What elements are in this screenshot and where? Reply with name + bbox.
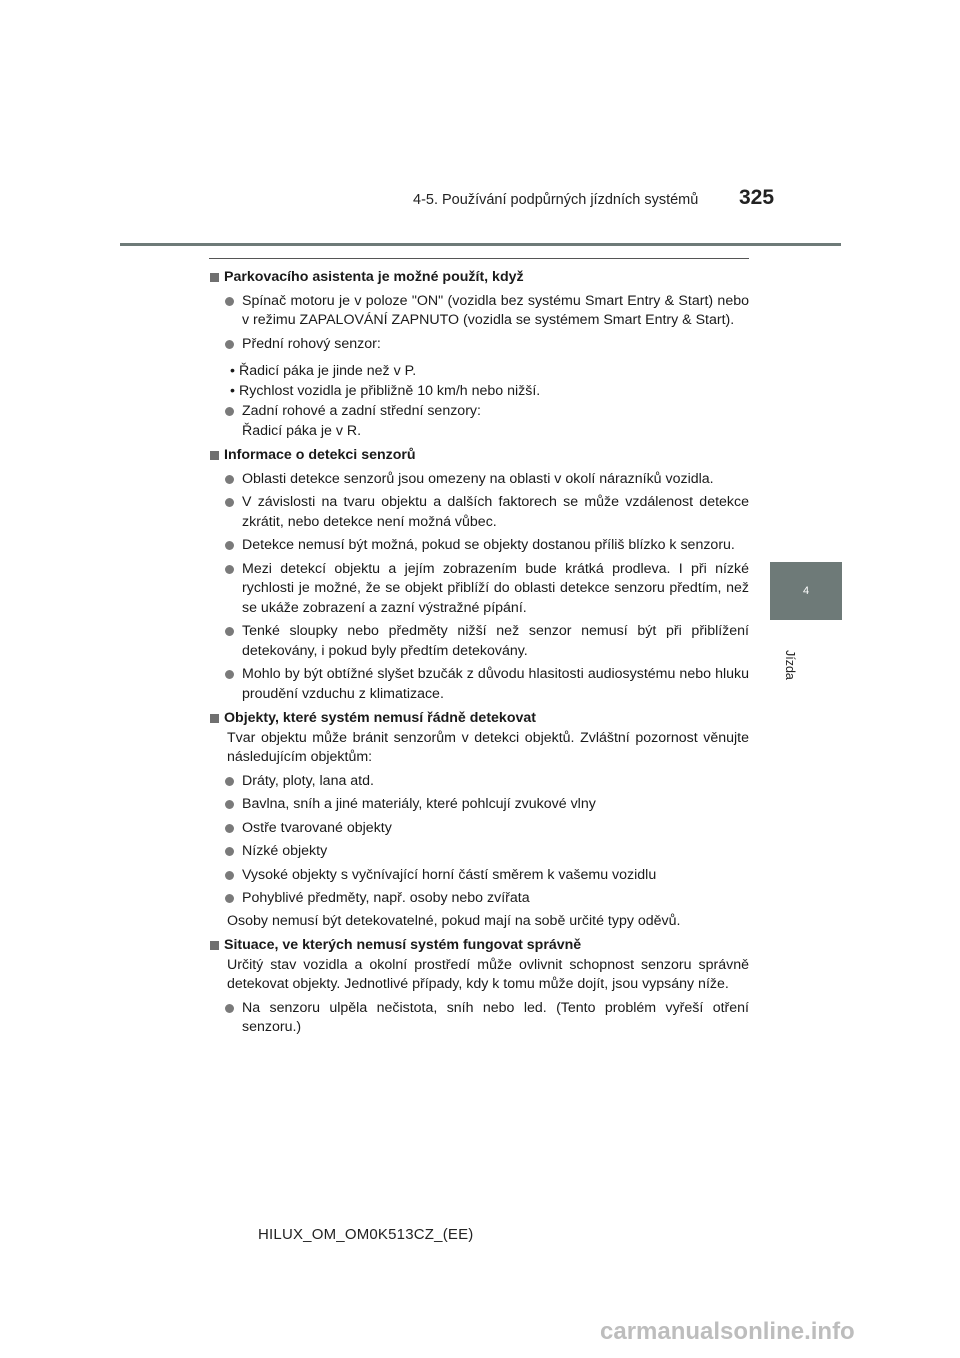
list-item: Přední rohový senzor: (209, 335, 749, 355)
list-item: Zadní rohové a zadní střední senzory: Řadicí páka je v R. (209, 402, 749, 441)
list-item: Dráty, ploty, lana atd. (209, 772, 749, 792)
section-intro: Určitý stav vozidla a okolní prostředí může ovlivnit schopnost senzoru správně detekovat objekty. Jednotlivé případy, kdy k tomu může dojít, jsou vypsány níže. (227, 956, 749, 992)
list-item: Vysoké objekty s vyčnívající horní částí směrem k vašemu vozidlu (209, 866, 749, 886)
sub-list-item: • Řadicí páka je jinde než v P. (230, 363, 417, 379)
square-bullet-icon (210, 941, 219, 950)
circle-bullet-icon (225, 297, 234, 306)
circle-bullet-icon (225, 800, 234, 809)
section-outro: Osoby nemusí být detekovatelné, pokud mají na sobě určité typy oděvů. (227, 912, 681, 929)
section-heading: Situace, ve kterých nemusí systém fungovat správně (209, 936, 749, 956)
list-item: Oblasti detekce senzorů jsou omezeny na oblasti v okolí nárazníků vozidla. (209, 470, 749, 490)
list-item: Nízké objekty (209, 842, 749, 862)
section-heading: Objekty, které systém nemusí řádně detekovat (209, 709, 749, 729)
list-item: Ostře tvarované objekty (209, 819, 749, 839)
header-divider (120, 243, 841, 246)
watermark: carmanualsonline.info (600, 1318, 855, 1345)
list-item: Detekce nemusí být možná, pokud se objekty dostanou příliš blízko k senzoru. (209, 536, 749, 556)
square-bullet-icon (210, 273, 219, 282)
list-item: Na senzoru ulpěla nečistota, sníh nebo led. (Tento problém vyřeší otření senzoru.) (209, 999, 749, 1038)
list-item: Mezi detekcí objektu a jejím zobrazením bude krátká prodleva. I při nízké rychlosti je možné, že se objekt přiblíží do oblasti detekce senzoru předtím, než se ukáže zobrazení a zazní výstražné pípání. (209, 560, 749, 619)
circle-bullet-icon (225, 871, 234, 880)
circle-bullet-icon (225, 777, 234, 786)
circle-bullet-icon (225, 475, 234, 484)
chapter-number: 4 (802, 585, 810, 597)
list-item: Tenké sloupky nebo předměty nižší než senzor nemusí být při přiblížení detekovány, i pokud byly předtím detekovány. (209, 622, 749, 661)
header-section-title: 4-5. Používání podpůrných jízdních systémů (413, 192, 699, 208)
circle-bullet-icon (225, 627, 234, 636)
circle-bullet-icon (225, 340, 234, 349)
circle-bullet-icon (225, 498, 234, 507)
square-bullet-icon (210, 714, 219, 723)
list-item: Bavlna, sníh a jiné materiály, které pohlcují zvukové vlny (209, 795, 749, 815)
content-divider (209, 258, 749, 259)
section-heading: Parkovacího asistenta je možné použít, když (209, 268, 749, 288)
circle-bullet-icon (225, 894, 234, 903)
list-item: Pohyblivé předměty, např. osoby nebo zvířata (209, 889, 749, 909)
chapter-tab[interactable] (770, 562, 842, 620)
square-bullet-icon (210, 451, 219, 460)
list-item: Spínač motoru je v poloze "ON" (vozidla bez systému Smart Entry & Start) nebo v režimu ZAPALOVÁNÍ ZAPNUTO (vozidla se systémem Smart Entry & Start). (209, 292, 749, 331)
circle-bullet-icon (225, 407, 234, 416)
circle-bullet-icon (225, 565, 234, 574)
list-item: V závislosti na tvaru objektu a dalších faktorech se může vzdálenost detekce zkrátit, nebo detekce není možná vůbec. (209, 493, 749, 532)
main-content (209, 264, 749, 1038)
list-item: Mohlo by být obtížné slyšet bzučák z důvodu hlasitosti audiosystému nebo hluku proudění vzduchu z klimatizace. (209, 665, 749, 704)
circle-bullet-icon (225, 847, 234, 856)
chapter-label: Jízda (783, 650, 797, 680)
document-code: HILUX_OM_OM0K513CZ_(EE) (258, 1226, 474, 1243)
circle-bullet-icon (225, 541, 234, 550)
circle-bullet-icon (225, 1004, 234, 1013)
sub-list-item: • Rychlost vozidla je přibližně 10 km/h nebo nižší. (230, 382, 541, 399)
section-intro: Tvar objektu může bránit senzorům v detekci objektů. Zvláštní pozornost věnujte následujícím objektům: (227, 729, 749, 765)
circle-bullet-icon (225, 670, 234, 679)
page-number: 325 (739, 186, 775, 209)
section-heading: Informace o detekci senzorů (209, 446, 749, 466)
circle-bullet-icon (225, 824, 234, 833)
